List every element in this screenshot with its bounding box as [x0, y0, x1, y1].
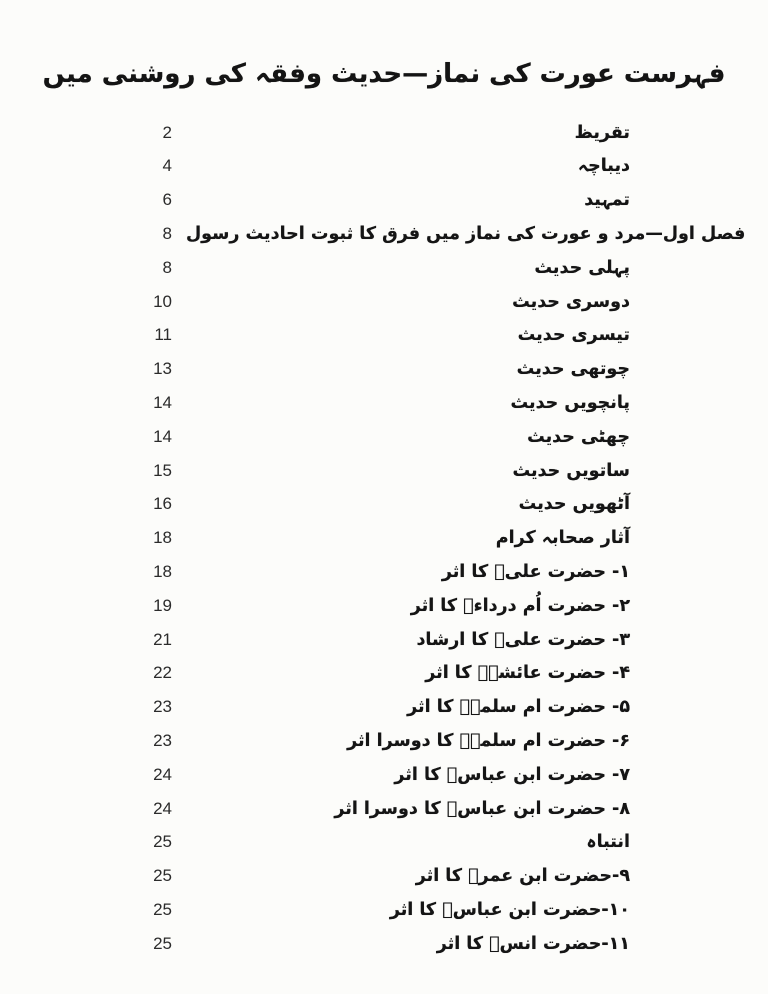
toc-entry-label: انتباہ: [586, 832, 630, 853]
toc-entry-label: تیسری حدیث: [517, 325, 630, 346]
toc-entry-label: ۱۱-حضرت انسؓ کا اثر: [436, 933, 630, 954]
toc-row: [130, 150, 630, 184]
toc-entry-label: ۳- حضرت علیؓ کا ارشاد: [416, 629, 630, 650]
toc-entry-label: ۱۰-حضرت ابن عباسؓ کا اثر: [389, 900, 630, 921]
toc-entry-label: ۷- حضرت ابن عباسؓ کا اثر: [394, 764, 630, 785]
toc-row: [130, 217, 746, 251]
toc-page-number: 4: [162, 156, 172, 176]
toc-row: [130, 724, 630, 758]
toc-page-number: 11: [154, 325, 172, 345]
toc-page-number: 21: [153, 629, 172, 649]
toc-entry-label: ساتویں حدیث: [512, 460, 630, 481]
toc-page-number: 18: [153, 528, 172, 548]
toc-page-number: 15: [153, 460, 172, 480]
toc-page-number: 18: [153, 562, 172, 582]
toc-row: [130, 623, 630, 657]
toc-page-number: 6: [162, 190, 172, 210]
toc-page-number: 8: [162, 257, 172, 277]
toc-entry-label: فصل اول—مرد و عورت کی نماز میں فرق کا ثبوت احادیث رسول: [186, 224, 746, 245]
page-header: [0, 0, 768, 92]
toc-page-number: 25: [153, 832, 172, 852]
toc-entry-label: آٹھویں حدیث: [518, 494, 630, 515]
toc-row: [130, 589, 630, 623]
toc-page-number: 2: [162, 122, 172, 142]
toc-page-number: 10: [153, 291, 172, 311]
toc-entry-label: آثار صحابہ کرام: [495, 528, 630, 549]
toc-row: [130, 657, 630, 691]
toc-row: [130, 792, 630, 826]
toc-page-number: 19: [153, 595, 172, 615]
toc-row: [130, 454, 630, 488]
toc-row: [130, 352, 630, 386]
toc-page-number: 25: [153, 866, 172, 886]
toc-row: [130, 927, 630, 961]
toc-row: [130, 420, 630, 454]
toc-entry-label: پہلی حدیث: [534, 257, 630, 278]
toc-row: [130, 386, 630, 420]
toc-entry-label: ۹-حضرت ابن عمرؓ کا اثر: [415, 866, 630, 887]
toc-row: [130, 251, 630, 285]
toc-page-number: 16: [153, 494, 172, 514]
toc-row: [130, 758, 630, 792]
toc-entry-label: ۱- حضرت علیؓ کا اثر: [441, 562, 630, 583]
toc-row: [130, 116, 630, 150]
toc-row: [130, 859, 630, 893]
toc-page-number: 24: [153, 798, 172, 818]
toc-entry-label: دوسری حدیث: [512, 291, 630, 312]
toc-page-number: 25: [153, 933, 172, 953]
toc-entry-label: چوتھی حدیث: [516, 359, 630, 380]
toc-list: [0, 116, 768, 961]
toc-entry-label: ۵- حضرت ام سلمہؓ کا اثر: [407, 697, 630, 718]
toc-page-number: 25: [153, 900, 172, 920]
toc-page-number: 8: [162, 224, 172, 244]
toc-entry-label: دیباچہ: [577, 156, 630, 177]
toc-page-number: 24: [153, 764, 172, 784]
toc-row: [130, 319, 630, 353]
toc-entry-label: ۸- حضرت ابن عباسؓ کا دوسرا اثر: [334, 798, 630, 819]
toc-row: [130, 521, 630, 555]
toc-row: [130, 488, 630, 522]
toc-page-number: 23: [153, 697, 172, 717]
toc-row: [130, 893, 630, 927]
toc-page-number: 22: [153, 663, 172, 683]
toc-page-number: 14: [153, 426, 172, 446]
toc-row: [130, 826, 630, 860]
toc-entry-label: ۶- حضرت ام سلمہؓ کا دوسرا اثر: [347, 731, 630, 752]
toc-entry-label: پانچویں حدیث: [510, 393, 630, 414]
toc-entry-label: تقریظ: [574, 122, 630, 143]
toc-row: [130, 690, 630, 724]
toc-page-number: 13: [153, 359, 172, 379]
toc-entry-label: تمہید: [584, 190, 630, 211]
toc-row: [130, 555, 630, 589]
toc-entry-label: ۴- حضرت عائشہؓ کا اثر: [425, 663, 630, 684]
toc-entry-label: ۲- حضرت اُم درداءؓ کا اثر: [410, 595, 630, 616]
toc-entry-label: چھٹی حدیث: [527, 426, 630, 447]
toc-row: [130, 285, 630, 319]
toc-page-number: 23: [153, 731, 172, 751]
toc-page-number: 14: [153, 393, 172, 413]
page-title: فہرست عورت کی نماز—حدیث وفقہ کی روشنی میں: [42, 59, 726, 89]
toc-row: [130, 183, 630, 217]
